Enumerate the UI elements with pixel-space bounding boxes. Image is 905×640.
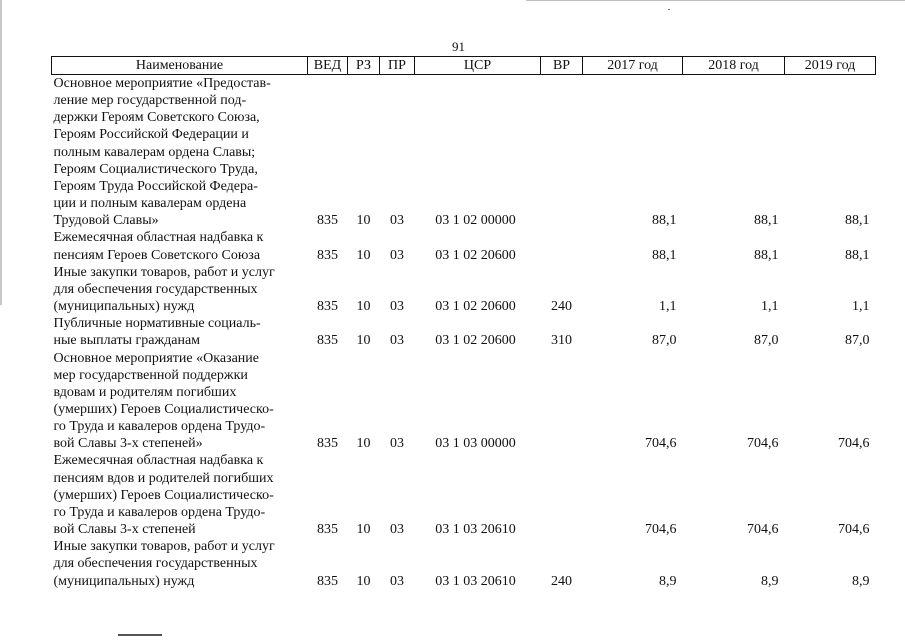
cell-2017: 704,6 <box>645 522 677 538</box>
table-row <box>52 315 876 349</box>
cell-2017: 704,6 <box>645 436 677 452</box>
cell-ved: 835 <box>317 247 338 263</box>
cell-csr: 03 1 03 20610 <box>435 522 516 538</box>
cell-name <box>52 75 308 230</box>
cell-2017: 88,1 <box>652 213 677 229</box>
cell-csr: 03 1 03 00000 <box>435 436 516 452</box>
cell-2017: 87,0 <box>652 333 677 349</box>
name-line: держки Героям Советского Союза, <box>53 110 260 126</box>
header-2019: 2019 год <box>785 57 876 75</box>
name-line: вдовам и родителям погибших <box>53 384 237 400</box>
cell-name <box>52 229 308 263</box>
name-line: Героям Труда Российской Федера- <box>53 178 258 194</box>
table-row <box>52 350 876 453</box>
name-line: Ежемесячная областная надбавка к <box>53 453 264 469</box>
cell-pr: 03 <box>390 436 404 452</box>
cell-2019: 704,6 <box>838 522 870 538</box>
name-line: для обеспечения государственных <box>53 281 258 297</box>
cell-2018: 88,1 <box>754 247 779 263</box>
cell-2018: 704,6 <box>747 522 779 538</box>
table-row <box>52 452 876 538</box>
budget-table <box>51 56 876 590</box>
name-line: Основное мероприятие «Предостав- <box>53 76 271 91</box>
cell-rz: 10 <box>356 299 371 315</box>
name-line: Героям Социалистического Труда, <box>53 161 258 177</box>
cell-csr: 03 1 02 00000 <box>435 213 516 229</box>
cell-csr: 03 1 02 20600 <box>435 299 516 315</box>
header-rz: РЗ <box>348 57 380 75</box>
name-line: Иные закупки товаров, работ и услуг <box>53 264 275 280</box>
cell-ved: 835 <box>317 299 338 315</box>
cell-pr: 03 <box>390 522 404 538</box>
cell-rz: 10 <box>356 247 371 263</box>
name-line: (умерших) Героев Социалистическо- <box>53 401 274 417</box>
header-csr: ЦСР <box>415 57 541 75</box>
cell-pr: 03 <box>390 247 404 263</box>
name-line: ции и полным кавалерам ордена <box>53 196 247 212</box>
cell-name <box>52 452 308 538</box>
scan-artifact-top-line <box>526 0 905 1</box>
cell-2019: 87,0 <box>845 333 870 349</box>
cell-name <box>52 315 308 349</box>
name-line: Основное мероприятие «Оказание <box>53 350 259 366</box>
name-line: мер государственной поддержки <box>53 367 248 383</box>
cell-vr <box>541 452 583 538</box>
cell-vr: 240 <box>551 299 572 315</box>
cell-csr: 03 1 02 20600 <box>435 333 516 349</box>
cell-2019: 8,9 <box>852 573 870 589</box>
name-line: (умерших) Героев Социалистическо- <box>53 487 274 503</box>
cell-vr <box>541 229 583 263</box>
cell-2019: 88,1 <box>845 247 870 263</box>
cell-2018: 88,1 <box>754 213 779 229</box>
cell-pr: 03 <box>390 213 404 229</box>
cell-name <box>52 350 308 453</box>
name-line: ление мер государственной под- <box>53 93 247 109</box>
header-name: Наименование <box>52 57 308 75</box>
cell-rz: 10 <box>356 213 371 229</box>
cell-rz: 10 <box>356 573 371 589</box>
scan-artifact-dot <box>668 9 670 10</box>
cell-2018: 8,9 <box>761 573 779 589</box>
page-number: 91 <box>452 39 465 54</box>
cell-ved: 835 <box>317 436 338 452</box>
name-line: го Труда и кавалеров ордена Трудо- <box>53 504 266 520</box>
table-row <box>52 75 876 230</box>
name-line: Публичные нормативные социаль- <box>53 316 261 332</box>
header-2018: 2018 год <box>683 57 785 75</box>
header-vr: ВР <box>541 57 583 75</box>
cell-vr <box>541 75 583 230</box>
name-line: вой Славы 3-х степеней <box>53 522 196 538</box>
name-line: Ежемесячная областная надбавка к <box>53 230 264 246</box>
name-line: пенсиям Героев Советского Союза <box>53 247 261 263</box>
cell-ved: 835 <box>317 573 338 589</box>
cell-vr: 310 <box>551 333 572 349</box>
name-line: вой Славы 3-х степеней» <box>53 436 203 452</box>
cell-rz: 10 <box>356 333 371 349</box>
cell-2017: 1,1 <box>659 299 677 315</box>
name-line: ные выплаты гражданам <box>53 333 201 349</box>
table-row <box>52 538 876 589</box>
cell-2019: 88,1 <box>845 213 870 229</box>
cell-pr: 03 <box>390 333 404 349</box>
name-line: для обеспечения государственных <box>53 556 258 572</box>
header-pr: ПР <box>380 57 415 75</box>
table-row <box>52 264 876 315</box>
cell-2017: 8,9 <box>659 573 677 589</box>
cell-csr: 03 1 03 20610 <box>435 573 516 589</box>
cell-name <box>52 538 308 589</box>
cell-ved: 835 <box>317 522 338 538</box>
name-line: пенсиям вдов и родителей погибших <box>53 470 274 486</box>
scan-artifact-left-edge <box>0 0 2 305</box>
name-line: Трудовой Славы» <box>53 213 159 229</box>
cell-csr: 03 1 02 20600 <box>435 247 516 263</box>
cell-2019: 704,6 <box>838 436 870 452</box>
name-line: Иные закупки товаров, работ и услуг <box>53 539 275 555</box>
name-line: го Труда и кавалеров ордена Трудо- <box>53 419 266 435</box>
header-ved: ВЕД <box>308 57 348 75</box>
cell-ved: 835 <box>317 213 338 229</box>
cell-2018: 704,6 <box>747 436 779 452</box>
table-header-row <box>52 57 876 75</box>
cell-2018: 1,1 <box>761 299 779 315</box>
table-body <box>52 75 876 590</box>
footer-dash <box>118 634 162 636</box>
cell-2018: 87,0 <box>754 333 779 349</box>
cell-rz: 10 <box>356 522 371 538</box>
cell-vr <box>541 350 583 453</box>
name-line: (муниципальных) нужд <box>53 573 195 589</box>
header-2017: 2017 год <box>583 57 683 75</box>
cell-pr: 03 <box>390 299 404 315</box>
cell-vr: 240 <box>551 573 572 589</box>
cell-2017: 88,1 <box>652 247 677 263</box>
cell-rz: 10 <box>356 436 371 452</box>
cell-pr: 03 <box>390 573 404 589</box>
cell-2019: 1,1 <box>852 299 870 315</box>
name-line: Героям Российской Федерации и <box>53 127 249 143</box>
cell-name <box>52 264 308 315</box>
table-row <box>52 229 876 263</box>
name-line: полным кавалерам ордена Славы; <box>53 144 256 160</box>
cell-ved: 835 <box>317 333 338 349</box>
name-line: (муниципальных) нужд <box>53 299 195 315</box>
